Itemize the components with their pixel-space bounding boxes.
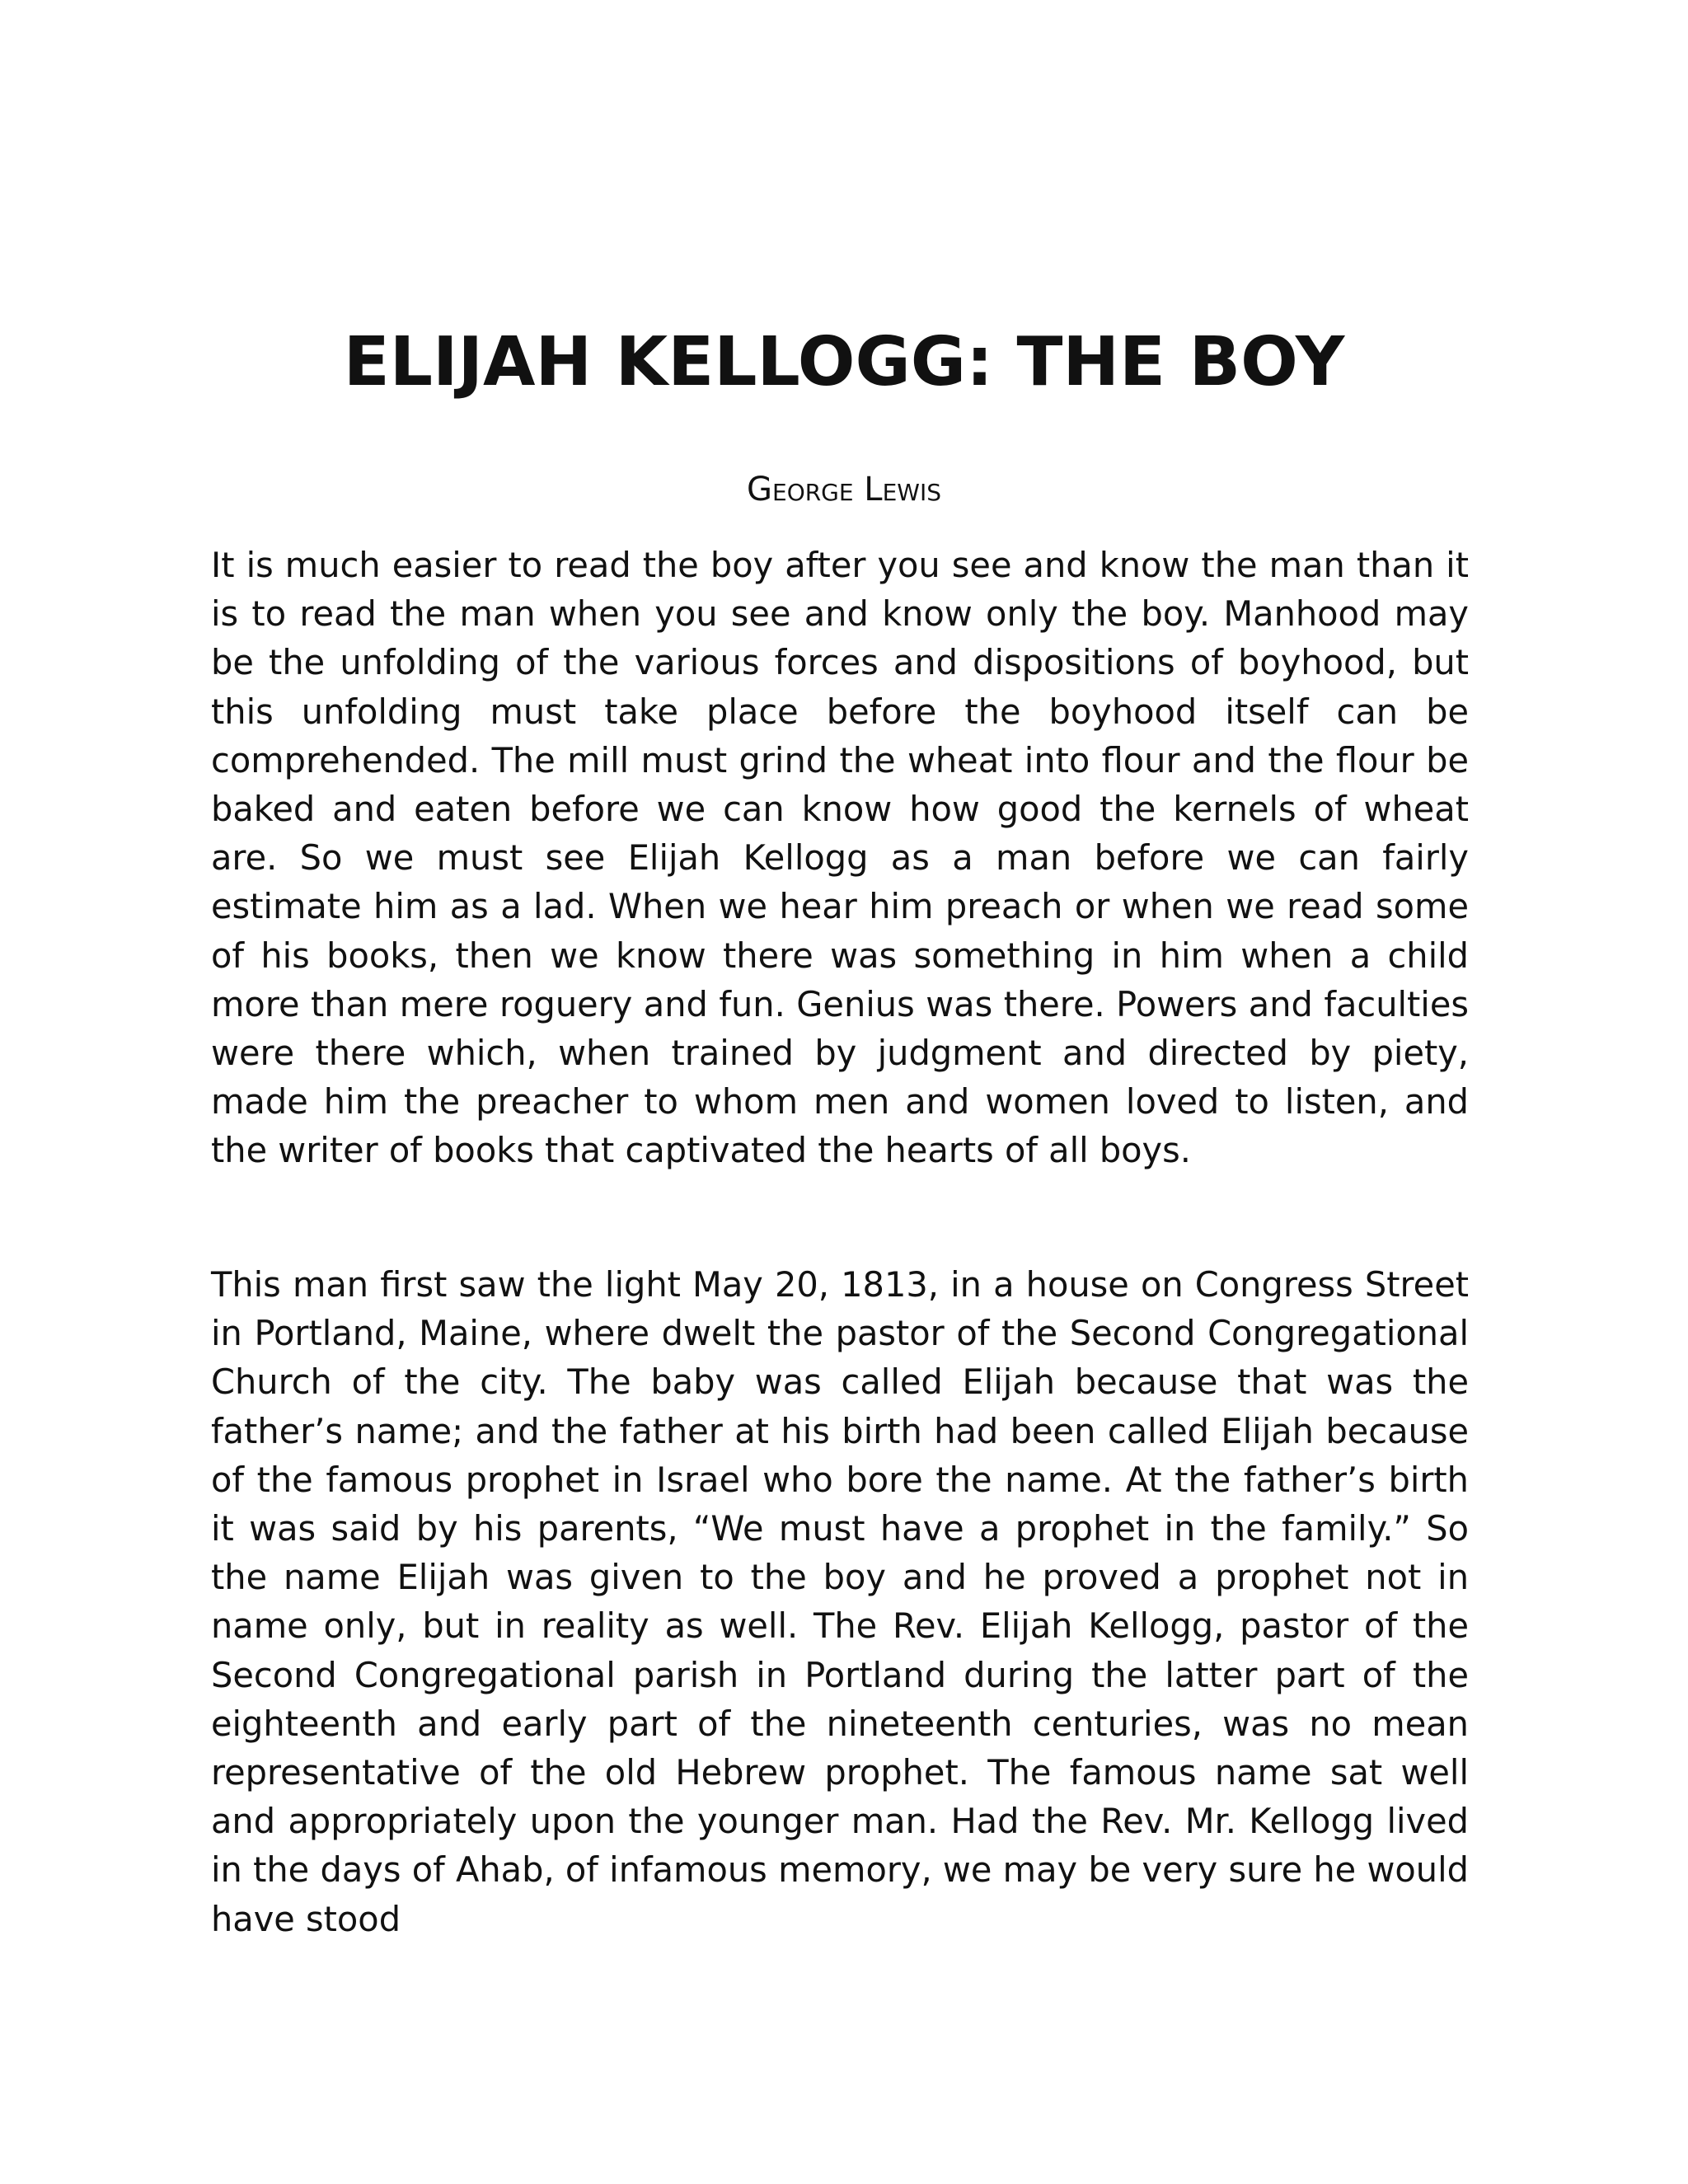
body-paragraph: This man first saw the light May 20, 1813, in a house on Congress Street in Portland, Maine, where dwelt the pastor of the Second Congregational Church of the city. The baby was called Elijah because that was the father’s name; and the father at his birth had been called Elijah because of the famous prophet in Israel who bore the name. At the father’s birth it was said by his parents, “We must have a prophet in the family.” So the name Elijah was given to the boy and he proved a prophet not in name only, but in reality as well. The Rev. Elijah Kellogg, pastor of the Second Congregational parish in Portland during the latter part of the eighteenth and early part of the nineteenth centuries, was no mean representative of the old Hebrew prophet. The famous name sat well and appropriately upon the younger man. Had the Rev. Mr. Kellogg lived in the days of Ahab, of infamous memory, we may be very sure he would have stood: [211, 1264, 1469, 1939]
document-title: ELIJAH KELLOGG: THE BOY: [343, 323, 1345, 401]
document-author: George Lewis: [747, 471, 941, 509]
body-paragraph: It is much easier to read the boy after you see and know the man than it is to read the man when you see and know only the boy. Manhood may be the unfolding of the various forces and dispositions of boyhood, but this unfolding must take place before the boyhood itself can be comprehended. The mill must grind the wheat into flour and the flour be baked and eaten before we can know how good the kernels of wheat are. So we must see Elijah Kellogg as a man before we can fairly estimate him as a lad. When we hear him preach or when we read some of his books, then we know there was something in him when a child more than mere roguery and fun. Genius was there. Powers and faculties were there which, when trained by judgment and directed by piety, made him the preacher to whom men and women loved to listen, and the writer of books that captivated the hearts of all boys.: [211, 545, 1469, 1171]
